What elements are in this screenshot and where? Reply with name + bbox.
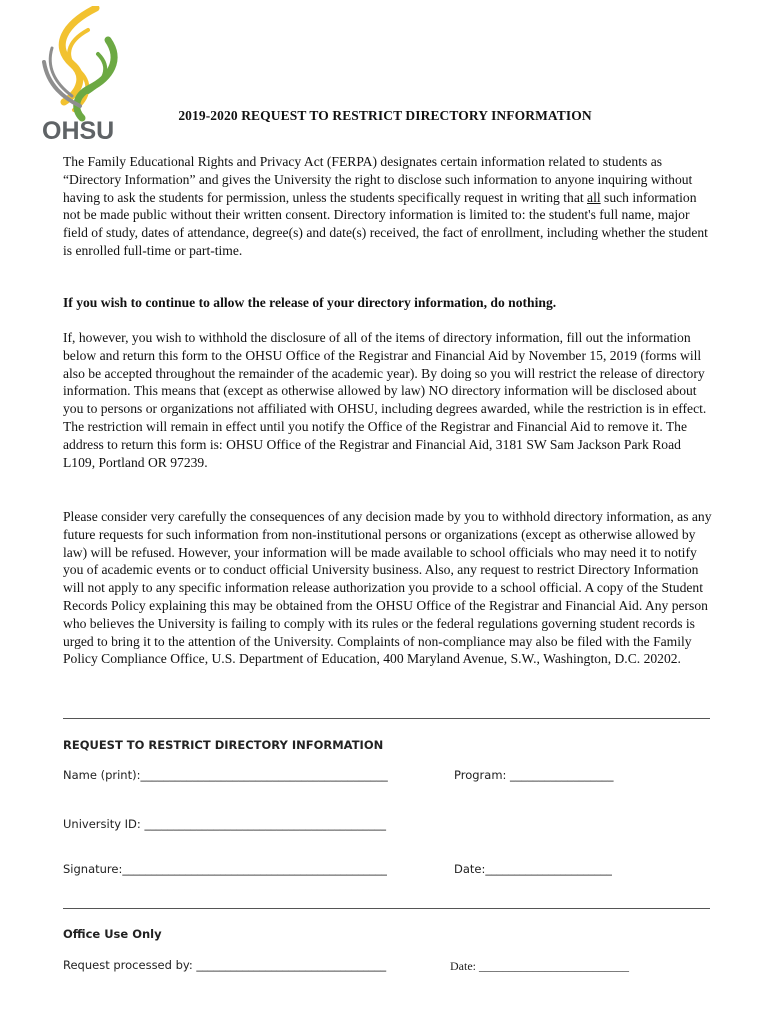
- divider: [63, 718, 710, 719]
- program-field[interactable]: Program: __________________: [454, 768, 614, 782]
- ferpa-text-after: such information not be made public without their written consent. Directory information is limited to: the student's full name, major field of study, dates of attendance, degree(s) and date(s) received, the fact of enrollment, including whether the student is enrolled full-time or part-time.: [63, 189, 708, 258]
- processed-by-field[interactable]: Request processed by: _________________________________: [63, 958, 387, 972]
- office-use-heading: Office Use Only: [63, 927, 162, 941]
- ohsu-logo: [34, 6, 124, 146]
- name-field[interactable]: Name (print):___________________________________________: [63, 768, 388, 782]
- date-field[interactable]: Date:______________________: [454, 862, 612, 876]
- signature-field[interactable]: Signature:______________________________________________: [63, 862, 387, 876]
- divider: [63, 908, 710, 909]
- title-year: 2019-2020: [178, 108, 238, 123]
- title-text: REQUEST TO RESTRICT DIRECTORY INFORMATION: [241, 108, 592, 123]
- ferpa-text-before: The Family Educational Rights and Privacy Act (FERPA) designates certain information related to students as “Directory Information” and gives the University the right to disclose such information to anyone inquiring without having to ask the students for permission, unless the students specifically request in writing that: [63, 154, 693, 205]
- withhold-paragraph: If, however, you wish to withhold the disclosure of all of the items of directory information, fill out the information below and return this form to the OHSU Office of the Registrar and Financial Aid by November 15, 2019 (forms will also be accepted throughout the remainder of the academic year). By doing so you will restrict the release of directory information. This means that (except as otherwise allowed by law) NO directory information will be disclosed about you to persons or organizations not affiliated with OHSU, including degrees awarded, while the restriction is in effect. The restriction will remain in effect until you notify the Office of the Registrar and Financial Aid to remove it. The address to return this form is: OHSU Office of the Registrar and Financial Aid, 3181 SW Sam Jackson Park Road L109, Portland OR 97239.: [63, 330, 707, 470]
- document-title: [0, 108, 770, 124]
- emphasis-all: all: [587, 189, 601, 205]
- ohsu-logo-graphic: [34, 6, 124, 146]
- office-date-field[interactable]: Date: _________________________: [450, 959, 629, 973]
- form-heading: REQUEST TO RESTRICT DIRECTORY INFORMATION: [63, 738, 384, 752]
- consequences-paragraph: Please consider very carefully the consequences of any decision made by you to withhold directory information, as any future requests for such information from non-institutional persons or organizations (except as otherwise allowed by law) will be refused. However, your information will be made available to school officials who may need it to notify you of academic events or to conduct official University business. Also, any request to restrict Directory Information will not apply to any specific information release authorization you provide to a school official. A copy of the Student Records Policy explaining this may be obtained from the OHSU Office of the Registrar and Financial Aid. Any person who believes the University is failing to comply with its rules or the federal regulations governing student records is urged to bring it to the attention of the University. Complaints of non-compliance may also be filed with the Family Policy Compliance Office, U.S. Department of Education, 400 Maryland Avenue, S.W., Washington, D.C. 20202.: [63, 509, 712, 667]
- logo-wordmark: OHSU: [42, 117, 115, 145]
- ferpa-paragraph: [63, 153, 713, 260]
- do-nothing-statement: If you wish to continue to allow the release of your directory information, do nothing.: [63, 295, 557, 310]
- university-id-field[interactable]: University ID: __________________________________________: [63, 817, 386, 831]
